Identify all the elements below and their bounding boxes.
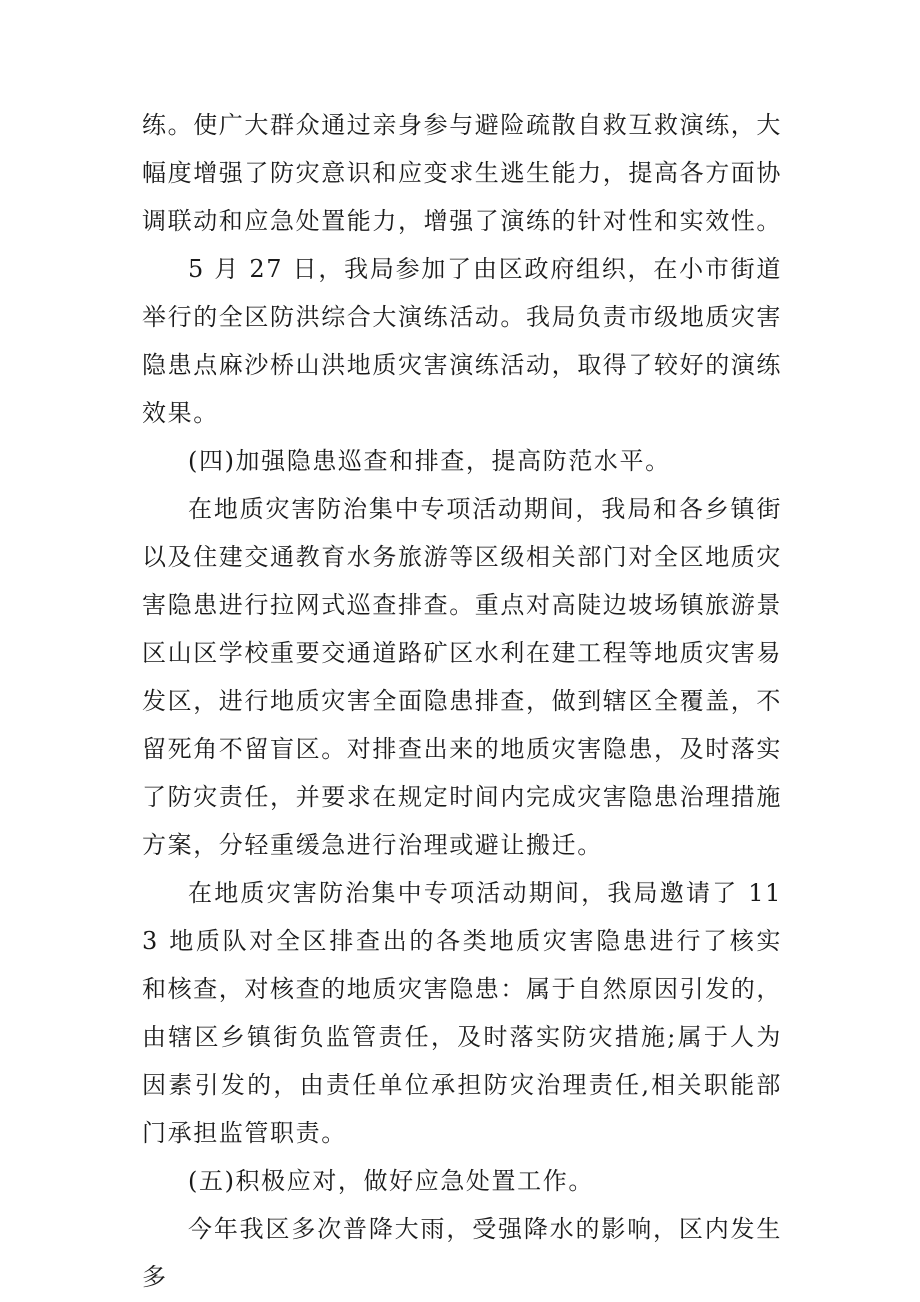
document-body [142,101,782,1301]
paragraph-hazard-verification: 在地质灾害防治集中专项活动期间，我局邀请了 113 地质队对全区排查出的各类地质灾害隐患进行了核实和核查，对核查的地质灾害隐患：属于自然原因引发的，由辖区乡镇街负监管责任，及时落实防灾措施;属于人为因素引发的，由责任单位承担防灾治理责任,相关职能部门承担监管职责。 [142,879,782,1147]
section-heading-4: (四)加强隐患巡查和排查，提高防范水平。 [188,447,671,475]
paragraph-hazard-inspection: 在地质灾害防治集中专项活动期间，我局和各乡镇街以及住建交通教育水务旅游等区级相关部门对全区地质灾害隐患进行拉网式巡查排查。重点对高陡边坡场镇旅游景区山区学校重要交通道路矿区水利在建工程等地质灾害易发区，进行地质灾害全面隐患排查，做到辖区全覆盖，不留死角不留盲区。对排查出来的地质灾害隐患，及时落实了防灾责任，并要求在规定时间内完成灾害隐患治理措施方案，分轻重缓急进行治理或避让搬迁。 [142,495,782,859]
section-heading-5: (五)积极应对，做好应急处置工作。 [188,1167,594,1195]
paragraph-drill-continuation: 练。使广大群众通过亲身参与避险疏散自救互救演练，大幅度增强了防灾意识和应变求生逃生能力，提高各方面协调联动和应急处置能力，增强了演练的针对性和实效性。 [142,111,782,235]
paragraph-flood-drill: 5 月 27 日，我局参加了由区政府组织，在小市街道举行的全区防洪综合大演练活动。我局负责市级地质灾害隐患点麻沙桥山洪地质灾害演练活动，取得了较好的演练效果。 [142,255,782,427]
paragraph-emergency-response: 今年我区多次普降大雨，受强降水的影响，区内发生多 [142,1215,782,1291]
